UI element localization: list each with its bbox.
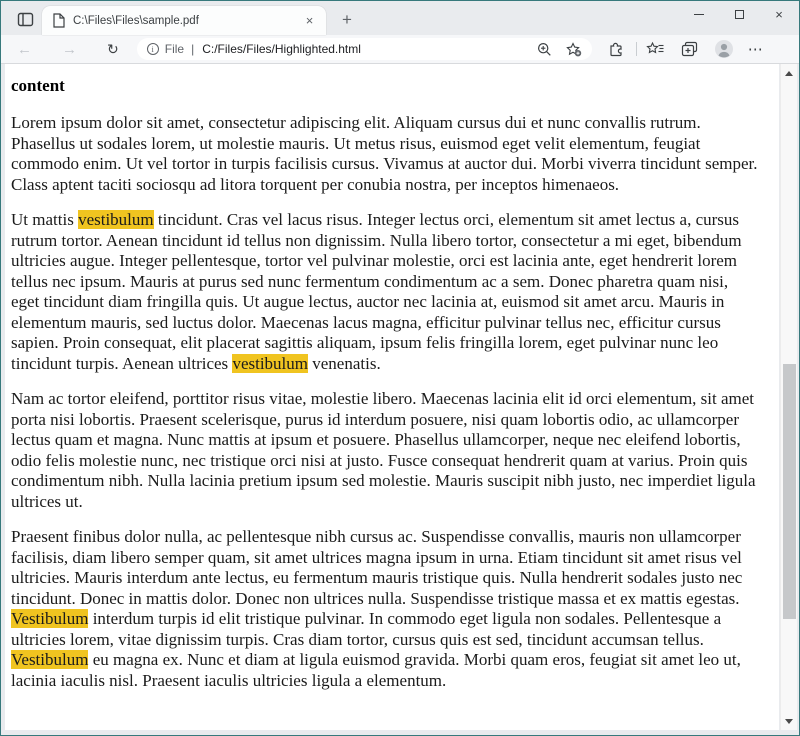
paragraph <box>11 210 759 374</box>
vertical-tabs-icon <box>17 11 34 28</box>
scroll-down-button[interactable] <box>781 713 797 729</box>
text-run: interdum turpis id elit tristique pulvinar. In commodo eget ligula non sodales. Pellentesque a ultricies lorem, vitae dignissim turpis. Cras diam tortor, cursus quis est sed, tincidunt accumsan tellus. <box>11 609 722 649</box>
highlighted-term: vestibulum <box>78 210 154 229</box>
scrollbar-thumb[interactable] <box>783 364 796 619</box>
content-area <box>1 64 799 733</box>
collections-button[interactable] <box>681 41 698 57</box>
back-button[interactable]: ← <box>13 41 36 58</box>
paragraph <box>11 389 759 512</box>
triangle-down-icon <box>785 719 793 724</box>
browser-tab[interactable] <box>42 6 326 35</box>
avatar-icon <box>714 39 734 59</box>
address-url-text[interactable]: C:/Files/Files/Highlighted.html <box>202 42 361 56</box>
text-run: Praesent finibus dolor nulla, ac pellentesque nibh cursus ac. Suspendisse convallis, mauris non ullamcorper facilisis, diam libero semper quam, sit amet ultrices magna ipsum in urna. Etiam tincidunt sit amet risus vel ultricies. Mauris interdum ante lectus, eu fermentum mauris tristique quis. Nulla hendrerit sodales justo nec tincidunt. Donec in mattis dolor. Donec non ultrices nulla. Suspendisse tristique massa et ex mattis egestas. <box>11 527 743 608</box>
triangle-up-icon <box>785 71 793 76</box>
collections-icon <box>681 41 698 57</box>
navigation-toolbar <box>1 35 799 64</box>
text-run: Lorem ipsum dolor sit amet, consectetur adipiscing elit. Aliquam cursus dui et nunc convallis rutrum. Phasellus ut sodales lorem, ut molestie mauris. Ut metus risus, euismod eget velit elementum, feugiat commodo enim. Ut vel tortor in turpis facilisis cursus. Vivamus at auctor dui. Morbi viverra tincidunt semper. Class aptent taciti sociosqu ad litora torquent per conubia nostra, per inceptos himenaeos. <box>11 113 758 194</box>
tab-actions-menu-button[interactable] <box>14 8 36 30</box>
text-run: Nam ac tortor eleifend, porttitor risus vitae, molestie libero. Maecenas lacinia elit id orci elementum, sit amet porta nisi lobortis. Praesent scelerisque, purus id interdum posuere, nisi quam lobortis odio, ac ullamcorper lectus quam et magna. Nunc mattis at ipsum et posuere. Phasellus ullamcorper, neque nec eleifend lobortis, odio felis molestie nunc, nec tristique orci nisi at justo. Fusce consequat hendrerit quam at varius. Proin quis condimentum nibh. Nulla lacinia pretium ipsum sed molestie. Mauris suscipit nibh justo, nec imperdiet ligula ultrices ut. <box>11 389 756 511</box>
maximize-icon <box>735 10 744 19</box>
address-scheme-label: File <box>164 42 185 56</box>
page-heading: content <box>11 76 65 95</box>
paragraphs <box>11 113 779 691</box>
toolbar-divider <box>636 42 637 56</box>
zoom-button[interactable] <box>537 42 552 57</box>
text-run: venenatis. <box>308 353 381 373</box>
star-lines-favorites-icon <box>646 41 665 57</box>
extensions-button[interactable] <box>608 41 625 58</box>
page-info-icon[interactable]: i <box>147 43 159 55</box>
minimize-icon <box>694 14 704 15</box>
vertical-scrollbar[interactable] <box>780 64 797 730</box>
tab-title: C:\Files\Files\sample.pdf <box>73 14 199 27</box>
document-icon <box>52 13 65 28</box>
minimize-button[interactable] <box>679 1 719 27</box>
puzzle-extensions-icon <box>608 41 625 58</box>
paragraph <box>11 527 759 691</box>
forward-button[interactable]: → <box>58 41 81 58</box>
address-bar[interactable] <box>137 38 592 60</box>
magnifier-zoom-icon <box>537 42 552 57</box>
highlighted-term: vestibulum <box>232 353 308 373</box>
highlighted-term: Vestibulum <box>11 650 89 669</box>
scroll-up-button[interactable] <box>781 65 797 81</box>
text-run: eu magna ex. Nunc et diam at ligula euismod gravida. Morbi quam eros, feugiat sit amet leo ut, lacinia iaculis nisl. Praesent iaculis ultricies ligula a elementum. <box>11 650 741 690</box>
window-controls <box>679 1 799 27</box>
paragraph <box>11 113 759 195</box>
tab-close-button[interactable]: × <box>301 12 318 29</box>
text-run: tincidunt. Cras vel lacus risus. Integer lectus orci, elementum sit amet lectus a, cursus rutrum tortor. Aenean tincidunt id tellus non dignissim. Nulla libero tortor, consectetur a mi eget, bibendum ultricies augue. Integer pellentesque, tortor vel pulvinar molestie, orci est lacinia ante, eget hendrerit lorem tellus nec ipsum. Mauris at purus sed nunc fermentum condimentum ac a sem. Donec pharetra quam nisi, eget tincidunt diam fringilla quis. Ut augue lectus, auctor nec lacinia at, euismod sit amet arcu. Mauris in elementum mauris, sed luctus dolor. Maecenas lacus magna, efficitur pulvinar tellus nec, efficitur cursus sapien. Proin consequat, elit placerat sagittis aliquam, ipsum felis fringilla lorem, eget pulvinar nunc leo tincidunt turpis. Aenean ultrices <box>11 210 742 373</box>
new-tab-button[interactable]: + <box>334 7 360 33</box>
rendered-page <box>5 64 779 730</box>
refresh-button[interactable]: ↻ <box>103 41 123 58</box>
star-add-icon <box>566 42 582 57</box>
tab-strip <box>1 1 799 35</box>
profile-button[interactable] <box>714 39 734 59</box>
settings-more-button[interactable]: ⋯ <box>747 41 764 58</box>
maximize-button[interactable] <box>719 1 759 27</box>
address-separator: | <box>191 42 195 56</box>
close-window-button[interactable]: × <box>759 1 799 27</box>
favorites-button[interactable] <box>646 41 665 57</box>
text-run: Ut mattis <box>11 210 79 229</box>
highlighted-term: Vestibulum <box>11 609 89 628</box>
add-favorite-button[interactable] <box>566 42 582 57</box>
